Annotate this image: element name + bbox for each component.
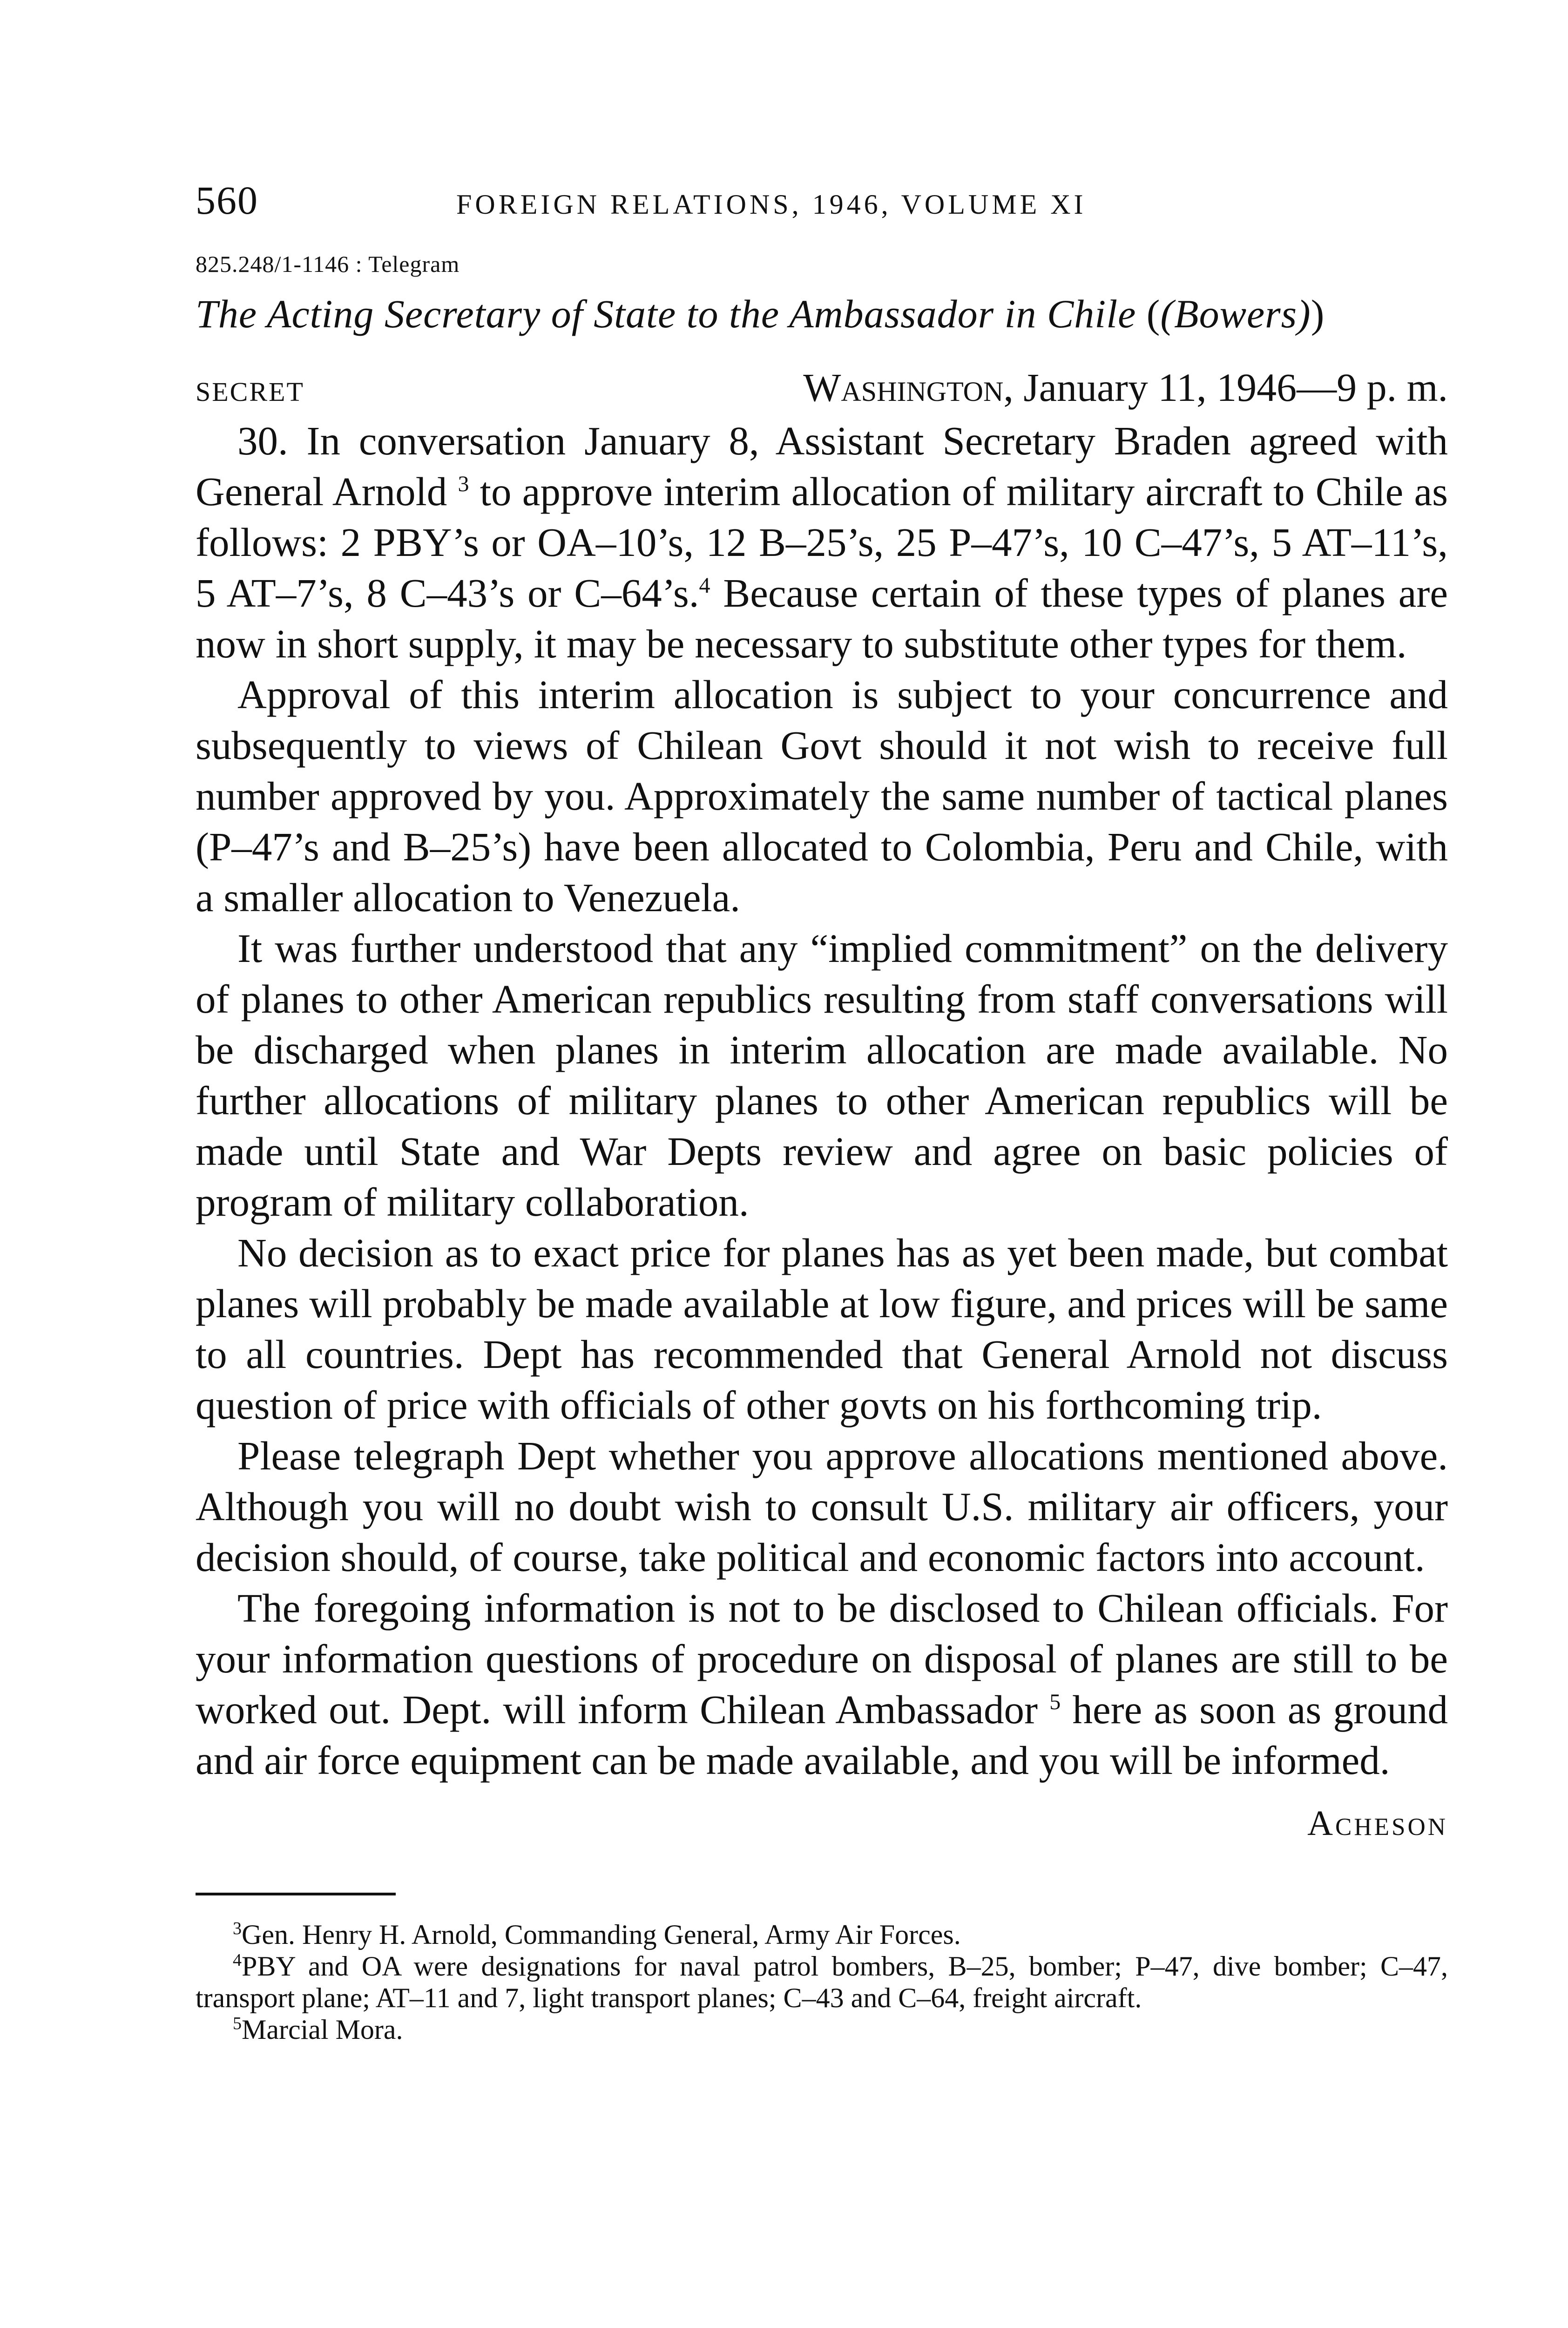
footnote-4-mark: 4 <box>233 1950 242 1970</box>
document-title <box>196 291 1448 337</box>
file-reference: 825.248/1-1146 : Telegram <box>196 251 460 277</box>
date: January 11, 1946—9 p. m. <box>1023 365 1448 410</box>
paragraph-2: Approval of this interim allocation is subject to your concurrence and subsequently to views of Chilean Govt should it not wish to receive full number approved by you. Approximately the same number of tactical planes (P–47’s and B–25’s) have been allocated to Colombia, Peru and Chile, with a smaller allocation to Venezuela. <box>196 672 1448 920</box>
paragraph-3: It was further understood that any “implied commitment” on the delivery of planes to other American republics resulting from staff conversations will be discharged when planes in interim allocation are made available. No further allocations of military planes to other American republics will be made until State and War Depts review and agree on basic policies of program of military collaboration. <box>196 926 1448 1225</box>
paragraph-4: No decision as to exact price for planes has as yet been made, but combat planes will probably be made available at low figure, and prices will be same to all countries. Dept has recommended that General Arnold not discuss question of price with officials of other govts on his forthcoming trip. <box>196 1230 1448 1428</box>
footnotes <box>196 1919 1448 2045</box>
footnote-3-mark: 3 <box>233 1919 242 1938</box>
footnote-3-text: Gen. Henry H. Arnold, Commanding General, Army Air Forces. <box>242 1919 961 1950</box>
footnote-ref-4: 4 <box>699 573 710 598</box>
paragraph-6 <box>196 1583 1448 1786</box>
footnote-3 <box>196 1919 1448 1950</box>
footnote-4-text: PBY and OA were designations for naval patrol bombers, B–25, bomber; P–47, dive bomber; C–47, transport plane; AT–11 and 7, light transport planes; C–43 and C–64, freight aircraft. <box>196 1951 1448 2013</box>
running-head <box>196 177 1448 233</box>
place-date <box>803 364 1448 411</box>
paragraph-1 <box>196 415 1448 669</box>
footnote-5-text: Marcial Mora. <box>242 2014 403 2045</box>
footnote-5-mark: 5 <box>233 2014 242 2033</box>
footnote-ref-5: 5 <box>1049 1690 1061 1714</box>
footnote-5 <box>196 2014 1448 2045</box>
paragraph-6-part-a: The foregoing information is not to be disclosed to Chilean officials. For your information questions of procedure on disposal of planes are still to be worked out. Dept. will inform Chilean Ambassador <box>196 1585 1448 1732</box>
document-title-text: The Acting Secretary of State to the Ambassador in Chile <box>196 291 1136 336</box>
paragraph-1-part-b: to approve interim allocation of military aircraft to Chile as follows: 2 PBY’s or OA–10’s, 12 B–25’s, 25 P–47’s, 10 C–47’s, 5 AT–11’s, 5 AT–7’s, 8 C–43’s or C–64’s. <box>196 469 1448 616</box>
dateline <box>196 364 1448 411</box>
volume-title: FOREIGN RELATIONS, 1946, VOLUME XI <box>456 189 1087 220</box>
paragraph-5: Please telegraph Dept whether you approve allocations mentioned above. Although you will no doubt wish to consult U.S. military air officers, your decision should, of course, take political and economic factors into account. <box>196 1433 1448 1580</box>
footnote-4 <box>196 1950 1448 2014</box>
footnote-divider <box>196 1893 396 1895</box>
page-number: 560 <box>196 178 258 223</box>
ambassador-name: (Bowers) <box>1160 291 1311 336</box>
place: Washington, <box>803 365 1014 410</box>
document-page <box>196 177 1448 2045</box>
paragraph-1-part-a: 30. In conversation January 8, Assistant Secretary Braden agreed with General Arnold <box>196 418 1448 514</box>
document-title-parenthetical: ((Bowers)) <box>1146 291 1325 336</box>
telegram-body <box>196 415 1448 1786</box>
paragraph-6-part-b: here as soon as ground and air force equipment can be made available, and you will be informed. <box>196 1687 1448 1783</box>
footnote-ref-3: 3 <box>458 472 469 496</box>
classification-label: SECRET <box>196 377 304 407</box>
signature: Acheson <box>1307 1804 1448 1843</box>
paragraph-1-part-c: Because certain of these types of planes are now in short supply, it may be necessary to substitute other types for them. <box>196 570 1448 666</box>
